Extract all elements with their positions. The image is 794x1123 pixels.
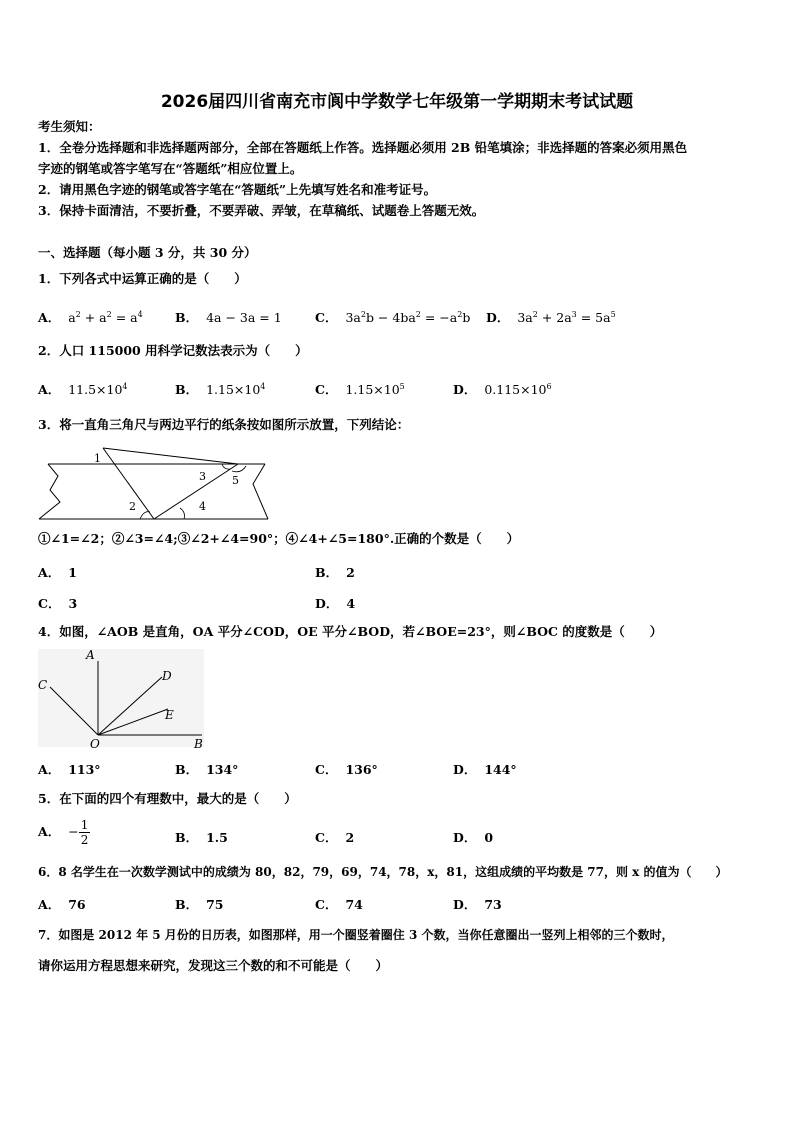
notice-item-1-cont: 字迹的钢笔或答字笔写在“答题纸”相应位置上。: [38, 161, 303, 176]
question-3-option-c[interactable]: C． 3: [38, 596, 78, 611]
notice-item-2: 2．请用黑色字迹的钢笔或答字笔在“答题纸”上先填写姓名和准考证号。: [38, 182, 437, 197]
notice-heading: 考生须知：: [38, 119, 101, 134]
notice-item-3: 3．保持卡面清洁，不要折叠，不要弄破、弄皱，在草稿纸、试题卷上答题无效。: [38, 203, 485, 218]
question-5-option-b[interactable]: B． 1.5: [175, 830, 228, 845]
question-2-option-c[interactable]: C． $1.15\times 10^5$: [315, 381, 405, 397]
question-5-option-d[interactable]: D． 0: [453, 830, 494, 845]
question-3-conclusions: ①∠1=∠2；②∠3=∠4;③∠2+∠4=90°；④∠4+∠5=180°.正确的个数是（ ）: [38, 531, 520, 546]
question-2-option-b[interactable]: B． $1.15\times 10^4$: [175, 381, 266, 397]
exam-title: 2026届四川省南充市阆中学数学七年级第一学期期末考试试题: [160, 92, 634, 112]
figure-4-label-d: D: [162, 669, 172, 683]
question-6-option-c[interactable]: C． 74: [315, 897, 363, 912]
figure-4-label-b: B: [194, 737, 203, 751]
question-4-option-c[interactable]: C． 136°: [315, 762, 378, 777]
question-3-stem: 3．将一直角三角尺与两边平行的纸条按如图所示放置，下列结论：: [38, 417, 410, 432]
question-5-option-a[interactable]: A． − $\frac{1}{2}$: [38, 818, 89, 847]
figure-3-label-5: 5: [232, 474, 239, 487]
section-heading: 一、选择题（每小题 3 分，共 30 分）: [38, 245, 257, 260]
fraction: $\frac{1}{2}$: [80, 818, 89, 847]
question-4-option-b[interactable]: B． 134°: [175, 762, 239, 777]
question-3-figure: [36, 440, 276, 522]
question-2-option-d[interactable]: D． $0.115\times 10^6$: [453, 381, 552, 397]
question-7-stem-line-2: 请你运用方程思想来研究，发现这三个数的和不可能是（ ）: [38, 958, 389, 973]
question-6-option-d[interactable]: D． 73: [453, 897, 502, 912]
figure-3-label-3: 3: [199, 470, 206, 483]
question-1-option-c[interactable]: C． $3a^2b - 4ba^2 = -a^2b$: [315, 309, 471, 325]
question-1-stem: 1．下列各式中运算正确的是（ ）: [38, 271, 247, 286]
question-2-stem: 2．人口 115000 用科学记数法表示为（ ）: [38, 343, 308, 358]
question-3-option-a[interactable]: A． 1: [38, 565, 77, 580]
question-2-option-a[interactable]: A． $11.5\times 10^4$: [38, 381, 128, 397]
question-6-option-a[interactable]: A． 76: [38, 897, 86, 912]
question-5-stem: 5．在下面的四个有理数中，最大的是（ ）: [38, 791, 297, 806]
notice-item-1: 1．全卷分选择题和非选择题两部分，全部在答题纸上作答。选择题必须用 2B 铅笔填涂；非选择题的答案必须用黑色: [38, 140, 688, 155]
figure-3-label-2: 2: [129, 500, 136, 513]
question-3-option-d[interactable]: D． 4: [315, 596, 356, 611]
figure-4-label-o: O: [90, 737, 100, 751]
question-5-option-c[interactable]: C． 2: [315, 830, 355, 845]
question-4-option-a[interactable]: A． 113°: [38, 762, 101, 777]
question-6-option-b[interactable]: B． 75: [175, 897, 224, 912]
question-6-stem: 6．8 名学生在一次数学测试中的成绩为 80，82，79，69，74，78，x，81，这组成绩的平均数是 77，则 x 的值为（ ）: [38, 865, 728, 879]
figure-4-label-e: E: [165, 708, 174, 722]
question-4-stem: 4．如图，∠AOB 是直角，OA 平分∠COD，OE 平分∠BOD，若∠BOE=23°，则∠BOC 的度数是（ ）: [38, 624, 663, 639]
figure-4-label-a: A: [86, 648, 95, 662]
question-4-figure: [34, 647, 206, 751]
figure-4-label-c: C: [38, 678, 48, 692]
question-7-stem-line-1: 7．如图是 2012 年 5 月份的日历表，如图那样，用一个圈竖着圈住 3 个数，当你任意圈出一竖列上相邻的三个数时，: [38, 928, 674, 942]
question-3-option-b[interactable]: B． 2: [315, 565, 355, 580]
question-1-option-b[interactable]: B． 4a − 3a = 1: [175, 310, 282, 325]
figure-3-label-1: 1: [94, 452, 101, 465]
question-1-option-d[interactable]: D． $3a^2 + 2a^3 = 5a^5$: [486, 309, 616, 325]
question-1-option-a[interactable]: A． $a^2 + a^2 = a^4$: [38, 309, 143, 325]
figure-3-label-4: 4: [199, 500, 206, 513]
question-4-option-d[interactable]: D． 144°: [453, 762, 517, 777]
